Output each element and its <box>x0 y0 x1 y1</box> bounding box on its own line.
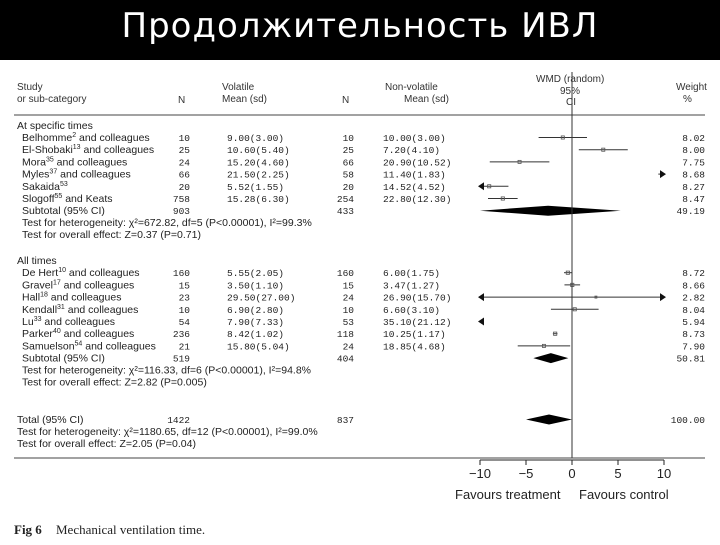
n-nonvolatile: 53 <box>342 317 354 328</box>
mean-volatile: 15.28(6.30) <box>227 194 290 205</box>
mean-volatile: 15.20(4.60) <box>227 157 290 169</box>
group-label: At specific times <box>17 120 93 132</box>
n-nonvolatile: 10 <box>342 304 354 316</box>
n-volatile: 15 <box>178 280 190 292</box>
weight-value: 8.00 <box>682 145 705 157</box>
weight-value: 5.94 <box>682 317 705 328</box>
mean-nonvolatile: 3.47(1.27) <box>383 280 441 292</box>
study-name: Sakaida$^{53}$ <box>22 180 68 193</box>
ci-arrow-left <box>478 318 484 326</box>
n-nonvolatile: 25 <box>342 145 354 157</box>
header-mean-volatile: Mean (sd) <box>222 94 268 105</box>
weight-value: 2.82 <box>682 292 705 304</box>
study-name: Myles$^{37}$ and colleagues <box>22 168 131 181</box>
n-nonvolatile: 433 <box>336 206 354 218</box>
mean-volatile: 8.42(1.02) <box>227 329 285 341</box>
n-volatile: 25 <box>178 145 190 157</box>
mean-nonvolatile: 22.80(12.30) <box>383 194 452 205</box>
study-name: Samuelson$^{54}$ and colleagues <box>22 340 156 353</box>
weight-value: 8.47 <box>682 194 705 205</box>
study-name: De Hert$^{10}$ and colleagues <box>22 267 140 280</box>
mean-nonvolatile: 6.00(1.75) <box>383 268 441 280</box>
mean-volatile: 3.50(1.10) <box>227 280 285 292</box>
mean-volatile: 15.80(5.04) <box>227 341 290 353</box>
study-name: Gravel$^{17}$ and colleagues <box>22 279 135 292</box>
n-volatile: 23 <box>178 292 190 304</box>
total-label: Total (95% CI) <box>17 414 84 426</box>
n-volatile: 10 <box>178 304 190 316</box>
mean-nonvolatile: 11.40(1.83) <box>383 169 446 181</box>
header-subcat: or sub-category <box>17 94 87 105</box>
heterogeneity-test: Test for heterogeneity: χ²=672.82, df=5 (P<0.00001), I²=99.3% <box>22 217 312 230</box>
ci-arrow-left <box>478 293 484 301</box>
caption-text: Mechanical ventilation time. <box>56 522 206 537</box>
mean-nonvolatile: 10.00(3.00) <box>383 133 446 144</box>
favours-left-label: Favours treatment <box>455 487 561 502</box>
n-volatile: 160 <box>172 268 190 280</box>
mean-nonvolatile: 20.90(10.52) <box>383 157 452 169</box>
header-weight: Weight <box>676 82 707 93</box>
n-volatile: 10 <box>178 133 190 144</box>
n-volatile: 20 <box>178 181 190 193</box>
weight-value: 8.68 <box>682 169 705 181</box>
slide-title: Продолжительность ИВЛ <box>121 6 599 46</box>
n-nonvolatile: 24 <box>342 341 354 353</box>
n-nonvolatile: 837 <box>336 415 354 426</box>
header-n-nonvolatile: N <box>342 95 350 106</box>
mean-nonvolatile: 26.90(15.70) <box>383 292 452 304</box>
mean-volatile: 29.50(27.00) <box>227 292 296 304</box>
x-tick-label: 5 <box>614 466 622 481</box>
pooled-diamond <box>533 353 568 363</box>
header-ci95: 95% <box>560 86 581 97</box>
n-nonvolatile: 404 <box>336 353 354 365</box>
n-volatile: 66 <box>178 169 190 181</box>
pooled-diamond <box>526 415 572 425</box>
n-volatile: 903 <box>172 206 190 218</box>
header-wmd: WMD (random) <box>536 74 605 85</box>
study-name: Mora$^{35}$ and colleagues <box>22 156 128 169</box>
mean-nonvolatile: 18.85(4.68) <box>383 341 446 353</box>
mean-nonvolatile: 7.20(4.10) <box>383 145 441 157</box>
weight-value: 7.90 <box>682 341 705 353</box>
ci-arrow-right <box>660 293 666 301</box>
n-nonvolatile: 15 <box>342 280 354 292</box>
x-tick-label: −5 <box>518 466 534 481</box>
n-volatile: 758 <box>172 194 190 205</box>
n-volatile: 24 <box>178 157 190 169</box>
n-nonvolatile: 254 <box>336 194 354 205</box>
header-ci: CI <box>566 97 576 108</box>
group-label: All times <box>17 255 57 268</box>
x-tick-label: 0 <box>568 466 576 481</box>
mean-volatile: 9.00(3.00) <box>227 133 285 144</box>
slide-title-bar <box>0 0 720 60</box>
study-name: Parker$^{40}$ and colleagues <box>22 328 135 341</box>
x-axis <box>469 460 671 481</box>
subtotal-label: Subtotal (95% CI) <box>22 352 105 365</box>
mean-volatile: 7.90(7.33) <box>227 317 285 328</box>
n-volatile: 54 <box>178 317 190 328</box>
n-nonvolatile: 20 <box>342 181 354 193</box>
header-volatile: Volatile <box>222 82 255 93</box>
n-nonvolatile: 66 <box>342 157 354 169</box>
favours-right-label: Favours control <box>579 487 669 502</box>
mean-nonvolatile: 35.10(21.12) <box>383 317 452 328</box>
subtotal-label: Subtotal (95% CI) <box>22 205 105 218</box>
weight-value: 8.02 <box>682 133 705 144</box>
n-nonvolatile: 24 <box>342 292 354 304</box>
ci-arrow-right <box>660 170 666 178</box>
mean-nonvolatile: 10.25(1.17) <box>383 329 446 341</box>
n-volatile: 1422 <box>167 415 190 426</box>
weight-value: 7.75 <box>682 157 705 169</box>
n-nonvolatile: 10 <box>342 133 354 144</box>
weight-value: 8.72 <box>682 268 705 280</box>
mean-nonvolatile: 14.52(4.52) <box>383 181 446 193</box>
n-volatile: 519 <box>172 353 190 365</box>
header-mean-nonvolatile: Mean (sd) <box>404 94 450 105</box>
x-tick-label: −10 <box>468 466 492 481</box>
n-nonvolatile: 58 <box>342 169 354 181</box>
header-n-volatile: N <box>178 95 186 106</box>
forest-plot <box>0 60 720 540</box>
study-name: Hall$^{18}$ and colleagues <box>22 291 122 304</box>
weight-value: 50.81 <box>676 353 705 365</box>
mean-volatile: 10.60(5.40) <box>227 145 290 157</box>
total-overall-effect-test: Test for overall effect: Z=2.05 (P=0.04) <box>17 438 196 450</box>
n-volatile: 236 <box>172 329 190 341</box>
weight-value: 49.19 <box>676 206 705 218</box>
mean-nonvolatile: 6.60(3.10) <box>383 304 441 316</box>
weight-value: 8.73 <box>682 329 705 341</box>
plot-marks <box>478 72 666 458</box>
study-name: Belhomme$^2$ and colleagues <box>22 132 150 144</box>
header-nonvolatile: Non-volatile <box>385 82 438 93</box>
mean-volatile: 5.52(1.55) <box>227 181 285 193</box>
n-nonvolatile: 160 <box>336 268 354 280</box>
n-nonvolatile: 118 <box>336 329 354 341</box>
weight-value: 8.66 <box>682 280 705 292</box>
ci-arrow-left <box>478 182 484 190</box>
study-name: El-Shobaki$^{13}$ and colleagues <box>22 144 155 157</box>
weight-value: 8.27 <box>682 181 705 193</box>
header-study: Study <box>17 82 43 93</box>
weight-value: 100.00 <box>670 415 705 426</box>
weight-value: 8.04 <box>682 304 705 316</box>
study-name: Lu$^{33}$ and colleagues <box>22 316 116 328</box>
header-pct: % <box>683 94 692 105</box>
table-header <box>14 74 707 115</box>
caption-fig: Fig 6 <box>14 522 42 537</box>
mean-volatile: 6.90(2.80) <box>227 304 285 316</box>
heterogeneity-test: Test for heterogeneity: χ²=116.33, df=6 (P<0.00001), I²=94.8% <box>22 364 312 377</box>
overall-effect-test: Test for overall effect: Z=2.82 (P=0.005) <box>22 376 207 389</box>
table-rows <box>17 120 705 450</box>
x-tick-label: 10 <box>656 466 672 481</box>
mean-volatile: 5.55(2.05) <box>227 268 285 280</box>
study-name: Kendall$^{31}$ and colleagues <box>22 303 139 316</box>
mean-volatile: 21.50(2.25) <box>227 169 290 181</box>
n-volatile: 21 <box>178 341 190 353</box>
total-heterogeneity-test: Test for heterogeneity: χ²=1180.65, df=12 (P<0.00001), I²=99.0% <box>17 426 318 438</box>
forest-plot-svg <box>0 60 720 540</box>
pooled-diamond <box>480 206 621 216</box>
overall-effect-test: Test for overall effect: Z=0.37 (P=0.71) <box>22 229 201 242</box>
study-name: Slogoff$^{55}$ and Keats <box>22 193 113 205</box>
